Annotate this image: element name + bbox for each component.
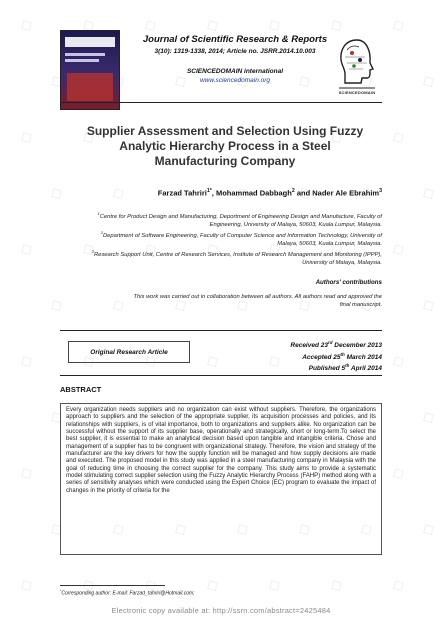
author-marker: 1* — [206, 188, 212, 194]
watermark-mark — [388, 573, 409, 596]
corresponding-author-footnote — [60, 589, 382, 597]
affiliation-item — [90, 210, 382, 229]
publisher-name: SCIENCEDOMAIN international — [186, 68, 284, 75]
footnote-divider — [60, 585, 165, 586]
affiliation-number: 1 — [97, 211, 100, 216]
watermark-mark — [418, 293, 439, 316]
watermark-mark — [388, 13, 409, 36]
author-separator: , — [211, 188, 216, 198]
logo-label: SCIENCEDOMAIN — [338, 90, 376, 95]
affiliation-number: 2 — [100, 230, 103, 236]
watermark-mark — [16, 13, 37, 36]
received-date: Received 23rd December 2013 — [290, 340, 382, 350]
watermark-mark — [108, 293, 129, 316]
publisher-url-link[interactable]: www.sciencedomain.org — [199, 77, 271, 84]
author-marker: 2 — [291, 188, 295, 194]
author-name: Mohammad Dabbagh — [215, 188, 292, 198]
watermark-mark — [388, 349, 409, 372]
affiliation-text: Department of Software Engineering, Faculty of Computer Science and Information Technology, University of Malaya, 50603, Kuala Lumpur, Malaysia. — [102, 233, 382, 247]
affiliation-item — [90, 229, 382, 248]
watermark-mark — [388, 125, 409, 148]
watermark-mark — [388, 461, 409, 484]
footnote-text: Corresponding author: E-mail: Farzad_tahriri@Hotmail.com; — [61, 590, 195, 597]
publication-dates — [220, 339, 382, 374]
sciencedomain-head-logo-icon — [335, 36, 379, 92]
author-list — [60, 188, 382, 198]
watermark-mark — [16, 125, 37, 148]
cover-subtitle-line — [65, 59, 99, 62]
header-divider — [60, 102, 382, 103]
watermark-mark — [16, 237, 37, 260]
affiliation-number: 3 — [91, 249, 94, 255]
abstract-box — [60, 403, 382, 555]
published-date: Published 5th April 2014 — [308, 363, 382, 373]
affiliation-text: Centre for Product Design and Manufacturing, Deportment of Engineering Design and Manufacture, Faculty of Engineering, University of Malaya, 50603, Kuala Lumpur, Malaysia. — [99, 213, 382, 228]
journal-issue: 3(10): 1319-1338, 2014; Article no. JSRR.2014.10.003 — [154, 48, 316, 55]
journal-title: Journal of Scientific Research & Reports — [142, 34, 328, 45]
author-separator: and — [294, 188, 313, 198]
watermark-mark — [16, 461, 37, 484]
footnote-marker: * — [60, 589, 62, 593]
section-divider — [60, 330, 382, 331]
article-type-badge: Original Research Article — [68, 341, 190, 363]
cover-image-block — [67, 73, 113, 101]
author-marker: 3 — [379, 188, 382, 194]
watermark-mark — [418, 181, 439, 204]
ssrn-banner-link[interactable]: Electronic copy available at: http://ssrn.com/abstract=2425484 — [111, 606, 331, 615]
watermark-mark — [46, 293, 67, 316]
section-divider — [60, 375, 382, 376]
watermark-mark — [16, 573, 37, 596]
watermark-mark — [16, 349, 37, 372]
affiliation-item — [90, 248, 382, 267]
watermark-mark — [418, 405, 439, 428]
contributions-text: This work was carried out in collaboration between all authors. All authors read and approved the final manuscript. — [133, 294, 382, 308]
watermark-mark — [388, 237, 409, 260]
cover-subtitle-line — [65, 53, 105, 56]
accepted-date: Accepted 25th March 2014 — [302, 351, 382, 361]
author-name: Farzad Tahriri — [157, 188, 207, 198]
cover-title-band — [65, 37, 115, 47]
author-name: Nader Ale Ebrahim — [312, 188, 380, 198]
contributions-heading: Authors' contributions — [315, 279, 382, 286]
affiliations — [90, 210, 382, 267]
article-title: Supplier Assessment and Selection Using Fuzzy Analytic Hierarchy Process in a Steel Manufacturing Company — [86, 124, 364, 168]
abstract-text: Every organization needs suppliers and no organization can exist without suppliers. Therefore, the organizations approach to suppliers and the selection of the appropriate supplier, its acquisition processes and policies, and its relationships with suppliers, is of vital importance, both to organizations and suppliers alike. No organization can be successful without the support of its supplier base, operationally and strategically, short or long-term.To select the best supplier, it is essential to make an analytical decision based upon tangible and intangible criteria. Chose and management of a supplier has to be congruent with organizational strategy. Therefore, the vision and strategy of the manufacturer are the key drivers for how the supply function will be managed and how supply decisions are made and executed. The proposed model in this study was applied in a steel manufacturing company in Malaysia with the goal of reducing time in choosing the correct supplier for the company. This study aims to provide a systematic model stimulating correct supplier selection using the Fuzzy Analytic Hierarchy Process (FAHP) method along with a series of sensitivity analyses which were conducted using the Expert Choice (EC) program to evaluate the impact of changes in the priority of criteria for the — [66, 407, 376, 494]
abstract-heading: ABSTRACT — [60, 385, 102, 394]
affiliation-text: Research Support Unit, Centre of Research Services, Institute of Research Management and Monitoring (IPPP), University of Malaya, Malaysia. — [93, 252, 382, 266]
journal-cover-thumbnail — [60, 30, 120, 110]
watermark-mark — [418, 69, 439, 92]
watermark-mark — [418, 517, 439, 540]
